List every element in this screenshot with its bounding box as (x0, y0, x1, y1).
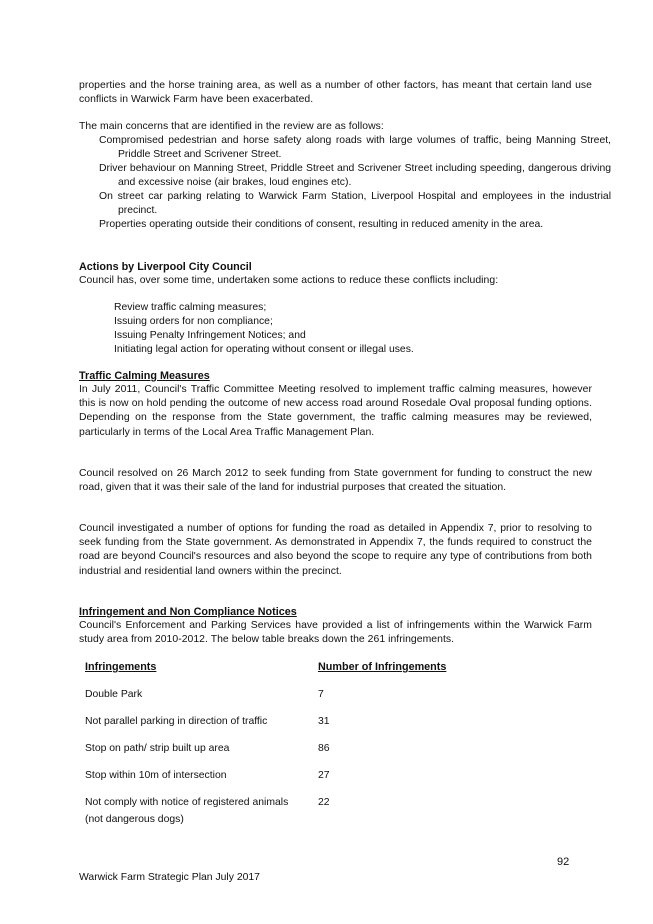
page-number: 92 (557, 856, 570, 868)
traffic-paragraph-1: In July 2011, Council's Traffic Committee Meeting resolved to implement traffic calming measures, however this is now on hold pending the outcome of new access road around Rosedale Oval proposal funding options. Depending on the response from the State government, the traffic calming measures may be reviewed, particularly in terms of the Local Area Traffic Management Plan. (79, 384, 592, 438)
action-item: Issuing orders for non compliance; (114, 316, 273, 327)
table-cell-label: Double Park (85, 689, 143, 700)
table-header-count: Number of Infringements (318, 661, 447, 673)
concern-item: On street car parking relating to Warwick Farm Station, Liverpool Hospital and employees in the industrial precinct. (99, 191, 611, 217)
traffic-heading: Traffic Calming Measures (79, 370, 210, 382)
action-item: Initiating legal action for operating without consent or illegal uses. (114, 344, 414, 355)
traffic-paragraph-2: Council resolved on 26 March 2012 to seek funding from State government for funding to construct the new road, given that it was their sale of the land for industrial purposes that created the situation. (79, 468, 592, 494)
action-item: Issuing Penalty Infringement Notices; and (114, 330, 306, 341)
infringements-heading: Infringement and Non Compliance Notices (79, 606, 297, 618)
table-cell-label: Stop on path/ strip built up area (85, 743, 230, 754)
table-cell-label: Not comply with notice of registered animals (not dangerous dogs) (85, 797, 289, 825)
concerns-intro: The main concerns that are identified in the review are as follows: (79, 121, 384, 132)
actions-intro: Council has, over some time, undertaken some actions to reduce these conflicts including: (79, 275, 499, 286)
page-footer: Warwick Farm Strategic Plan July 2017 (79, 872, 260, 883)
table-cell-value: 31 (318, 716, 330, 727)
action-item: Review traffic calming measures; (114, 302, 267, 313)
table-cell-label: Stop within 10m of intersection (85, 770, 227, 781)
concern-item: Compromised pedestrian and horse safety along roads with large volumes of traffic, being Manning Street, Priddle Street and Scrivener Street. (99, 135, 611, 161)
concern-item: Driver behaviour on Manning Street, Priddle Street and Scrivener Street including speeding, dangerous driving and excessive noise (air brakes, loud engines etc). (99, 163, 611, 189)
infringements-intro: Council's Enforcement and Parking Services have provided a list of infringements within the Warwick Farm study area from 2010-2012. The below table breaks down the 261 infringements. (79, 620, 592, 646)
actions-heading: Actions by Liverpool City Council (79, 261, 252, 273)
concern-item: Properties operating outside their conditions of consent, resulting in reduced amenity in the area. (99, 219, 544, 230)
intro-paragraph: properties and the horse training area, as well as a number of other factors, has meant that certain land use conflicts in Warwick Farm have been exacerbated. (79, 80, 592, 106)
table-cell-value: 7 (318, 689, 324, 700)
table-cell-value: 86 (318, 743, 330, 754)
traffic-paragraph-3: Council investigated a number of options for funding the road as detailed in Appendix 7, prior to resolving to seek funding from the State government. As demonstrated in Appendix 7, the funds required to construct the road are beyond Council's resources and also beyond the scope to require any type of contributions from both industrial and residential land owners within the precinct. (79, 523, 592, 577)
table-header-infringements: Infringements (85, 661, 157, 673)
table-cell-value: 22 (318, 797, 330, 808)
table-cell-label: Not parallel parking in direction of traffic (85, 716, 268, 727)
table-cell-value: 27 (318, 770, 330, 781)
